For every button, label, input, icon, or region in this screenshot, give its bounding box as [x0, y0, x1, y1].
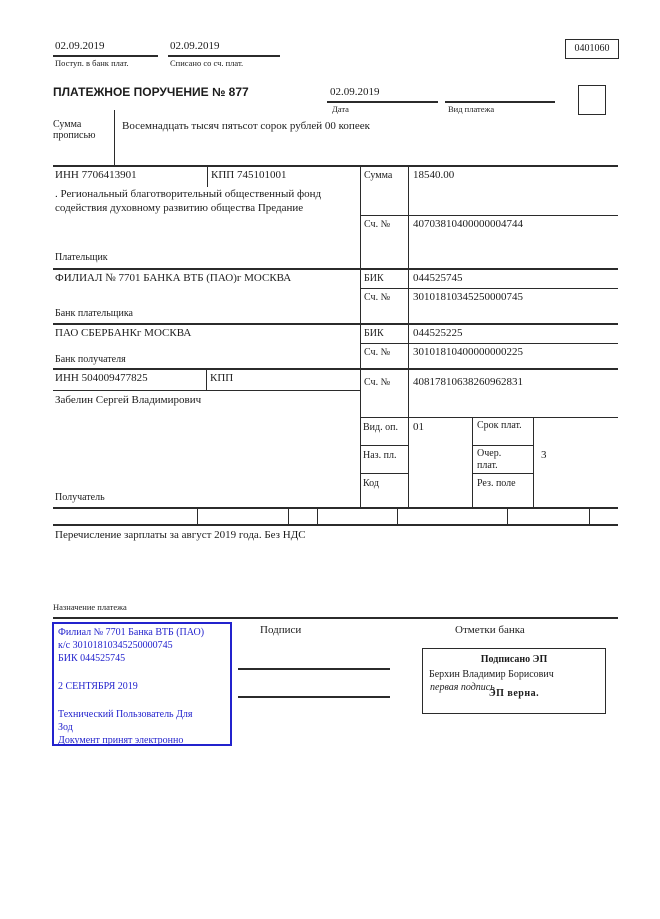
purpose-text: Перечисление зарплаты за август 2019 года. Без НДС: [55, 529, 306, 541]
purpose-section-border: [53, 617, 618, 619]
blue-stamp-line-5: Технический Пользователь Для: [58, 709, 193, 720]
esign-stamp-box: [422, 648, 606, 714]
opgrid-row2-border-b: [472, 473, 533, 474]
payee-bank-bik-label: БИК: [364, 328, 384, 339]
order-value: 3: [541, 449, 547, 461]
date-debited-label: Списано со сч. плат.: [170, 58, 244, 68]
payer-bank-section-label: Банк плательщика: [55, 308, 133, 319]
coderow-divider-4: [397, 509, 398, 524]
reserve-label: Рез. поле: [477, 478, 516, 489]
payer-account: 40703810400000004744: [413, 218, 523, 230]
payee-inn-kpp-divider: [206, 368, 207, 390]
blue-stamp-line-1: Филиал № 7701 Банка ВТБ (ПАО): [58, 627, 205, 638]
sum-account-divider: [360, 215, 618, 216]
form-code-box: [565, 39, 619, 59]
payee-account: 40817810638260962831: [413, 376, 523, 388]
coderow-bottom-border: [53, 524, 618, 526]
amount-words-divider: [114, 110, 115, 165]
payer-bank-account: 30101810345250000745: [413, 291, 523, 303]
opgrid-label2-divider: [472, 417, 473, 509]
blue-stamp-line-4: 2 СЕНТЯБРЯ 2019: [58, 681, 138, 692]
payer-account-label: Сч. №: [364, 219, 391, 230]
coderow-divider-6: [589, 509, 590, 524]
payer-name: . Региональный благотворительный общественный фонд содействия духовному развитию общества Предание: [55, 188, 322, 214]
op-type-label: Вид. оп.: [363, 422, 398, 433]
blue-stamp-line-3: БИК 044525745: [58, 653, 126, 664]
code-label: Код: [363, 478, 379, 489]
esign-signature-type: первая подпись: [430, 682, 495, 693]
date-debited-underline: [168, 55, 280, 57]
payer-bank-name: ФИЛИАЛ № 7701 БАНКА ВТБ (ПАО)г МОСКВА: [55, 272, 292, 284]
document-title: ПЛАТЕЖНОЕ ПОРУЧЕНИЕ № 877: [53, 85, 249, 99]
doc-date-underline: [327, 101, 438, 103]
payee-section-border: [53, 507, 618, 509]
payee-inn-row-border: [53, 390, 360, 391]
date-debited: 02.09.2019: [170, 40, 220, 52]
amount-value: 18540.00: [413, 169, 455, 181]
payment-type-label: Вид платежа: [448, 104, 495, 114]
payerbank-section-border: [53, 323, 618, 325]
payee-bank-account: 30101810400000000225: [413, 346, 523, 358]
payer-inn: ИНН 7706413901: [55, 169, 137, 181]
opgrid-row2-border-a: [360, 473, 408, 474]
coderow-divider-3: [317, 509, 318, 524]
payee-bank-section-label: Банк получателя: [55, 354, 126, 365]
date-received: 02.09.2019: [55, 40, 105, 52]
esign-title: Подписано ЭП: [480, 654, 548, 665]
payerbank-bik-account-divider: [360, 288, 618, 289]
signatures-label: Подписи: [260, 624, 302, 636]
payer-bank-bik-label: БИК: [364, 273, 384, 284]
esign-verified: ЭП верна.: [488, 688, 540, 699]
term-label: Срок плат.: [477, 420, 522, 431]
blue-stamp-line-2: к/с 30101810345250000745: [58, 640, 173, 651]
doc-date: 02.09.2019: [330, 86, 380, 98]
payee-bank-bik: 044525225: [413, 327, 463, 339]
payer-section-border: [53, 268, 618, 270]
purpose-section-label: Назначение платежа: [53, 602, 127, 612]
opgrid-top-border: [360, 417, 618, 418]
opgrid-row1-border-b: [472, 445, 533, 446]
date-received-label: Поступ. в банк плат.: [55, 58, 129, 68]
blue-stamp-line-6: Зод: [58, 722, 73, 733]
payer-bank-bik: 044525745: [413, 272, 463, 284]
payee-name: Забелин Сергей Владимирович: [55, 394, 202, 406]
opgrid-row1-border-a: [360, 445, 408, 446]
payee-bank-name: ПАО СБЕРБАНКг МОСКВА: [55, 327, 192, 339]
payee-section-label: Получатель: [55, 492, 105, 503]
order-label: Очер. плат.: [477, 448, 502, 471]
payer-bank-account-label: Сч. №: [364, 292, 391, 303]
inn-kpp-divider: [207, 165, 208, 187]
op-type-value: 01: [413, 421, 424, 433]
esign-name: Берхин Владимир Борисович: [429, 669, 554, 680]
payer-section-label: Плательщик: [55, 252, 108, 263]
payee-kpp-label: КПП: [210, 372, 234, 384]
bank-marks-label: Отметки банка: [455, 624, 525, 636]
payment-type-box: [578, 85, 606, 115]
amount-words-value: Восемнадцать тысяч пятьсот сорок рублей 00 копеек: [122, 120, 370, 132]
blue-stamp-line-7: Документ принят электронно: [58, 735, 184, 746]
payee-bank-account-label: Сч. №: [364, 347, 391, 358]
payee-inn: ИНН 504009477825: [55, 372, 148, 384]
coderow-divider-5: [507, 509, 508, 524]
payee-account-label: Сч. №: [364, 377, 391, 388]
doc-date-label: Дата: [332, 104, 349, 114]
form-code: 0401060: [574, 43, 610, 54]
payer-kpp: КПП 745101001: [211, 169, 287, 181]
coderow-divider-1: [197, 509, 198, 524]
payeebank-section-border: [53, 368, 618, 370]
table-top-border: [53, 165, 618, 167]
signature-line-2: [238, 696, 390, 698]
value-column-divider: [408, 165, 409, 509]
coderow-divider-2: [288, 509, 289, 524]
pay-purpose-label: Наз. пл.: [363, 450, 397, 461]
opgrid-value2-divider: [533, 417, 534, 509]
amount-label: Сумма: [364, 170, 393, 181]
payment-type-underline: [445, 101, 555, 103]
amount-words-label: Сумма прописью: [53, 119, 96, 142]
date-received-underline: [53, 55, 158, 57]
payeebank-bik-account-divider: [360, 343, 618, 344]
label-column-divider: [360, 165, 361, 509]
signature-line-1: [238, 668, 390, 670]
